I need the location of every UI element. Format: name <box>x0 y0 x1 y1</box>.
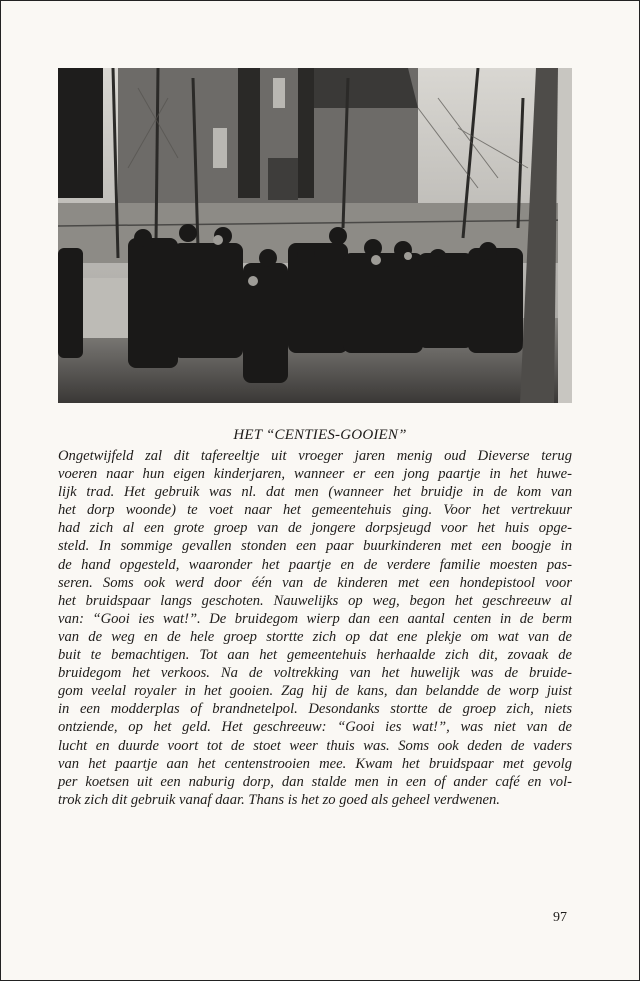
text-line: van het paartje aan het centenstrooien mee. Kwam het bruidspaar met gevolg <box>58 755 572 772</box>
text-line: buit te bemachtigen. Tot aan het gemeentehuis herhaalde zich dit, zovaak de <box>58 647 572 664</box>
church-door <box>268 158 298 200</box>
text-line: voeren naar hun eigen kinderjaren, wanneer er een jong paartje in het huwe- <box>58 466 572 483</box>
text-line: lijk trad. Het gebruik was nl. dat men (wanneer het bruidje in de kom van <box>58 484 572 501</box>
text-line: Ongetwijfeld zal dit tafereeltje uit vroeger jaren menig oud Dieverse terug <box>58 448 572 464</box>
buttress <box>298 68 314 198</box>
text-line: in een modderplas of brandnetelpol. Desondanks stortte de groep zich, niets <box>58 701 572 718</box>
text-line: het dorp woonde) te voet naar het gemeentehuis ging. Voor het vertrekuur <box>58 502 572 519</box>
historical-photo <box>58 68 572 403</box>
text-line: bruidegom het verkoos. Na de voltrekking van het huwelijk was de bruide- <box>58 665 572 682</box>
tower-left <box>58 68 103 198</box>
text-line: had zich al een grote groep van de jongere dorpsjeugd voor het huis opge- <box>58 520 572 537</box>
church-window <box>273 78 285 108</box>
text-line: lucht en duurde voort tot de stoet weer thuis was. Soms ook deden de vaders <box>58 737 572 754</box>
church-roof <box>308 68 418 108</box>
buttress <box>238 68 260 198</box>
text-line: steld. In sommige gevallen stonden een paar buurkinderen met een boogje in <box>58 538 572 555</box>
photo-right-edge <box>558 68 572 403</box>
text-line: de hand opgesteld, waaronder het paartje en de verdere familie moesten pas- <box>58 556 572 573</box>
text-line: ontziende, op het geld. Het geschreeuw: “Gooi ies wat!”, was niet van de <box>58 719 572 736</box>
text-line: per koetsen uit een naburig dorp, dan stalde men in een of ander café en vol- <box>58 773 572 790</box>
text-line: trok zich dit gebruik vanaf daar. Thans is het zo goed als geheel verdwenen. <box>58 791 500 808</box>
article-body <box>58 447 572 809</box>
text-line: van: “Gooi ies wat!”. De bruidegom wierp dan een aantal centen in de berm <box>58 610 572 627</box>
article-title: HET “CENTIES-GOOIEN” <box>233 427 407 443</box>
text-line: van de weg en de hele groep stortte zich op dat ene plekje om wat van de <box>58 628 572 645</box>
text-line: seren. Soms ook werd door één van de kinderen met een hondepistool voor <box>58 574 572 591</box>
photo-illustration <box>58 68 572 403</box>
text-line: gom veelal royaler in het gooien. Zag hij de kans, dan belandde de worp juist <box>58 683 572 700</box>
page-number: 97 <box>553 910 567 925</box>
church-window <box>213 128 227 168</box>
text-line: het bruidspaar langs geschoten. Nauwelijks op weg, begon het geschreeuw al <box>58 592 572 609</box>
